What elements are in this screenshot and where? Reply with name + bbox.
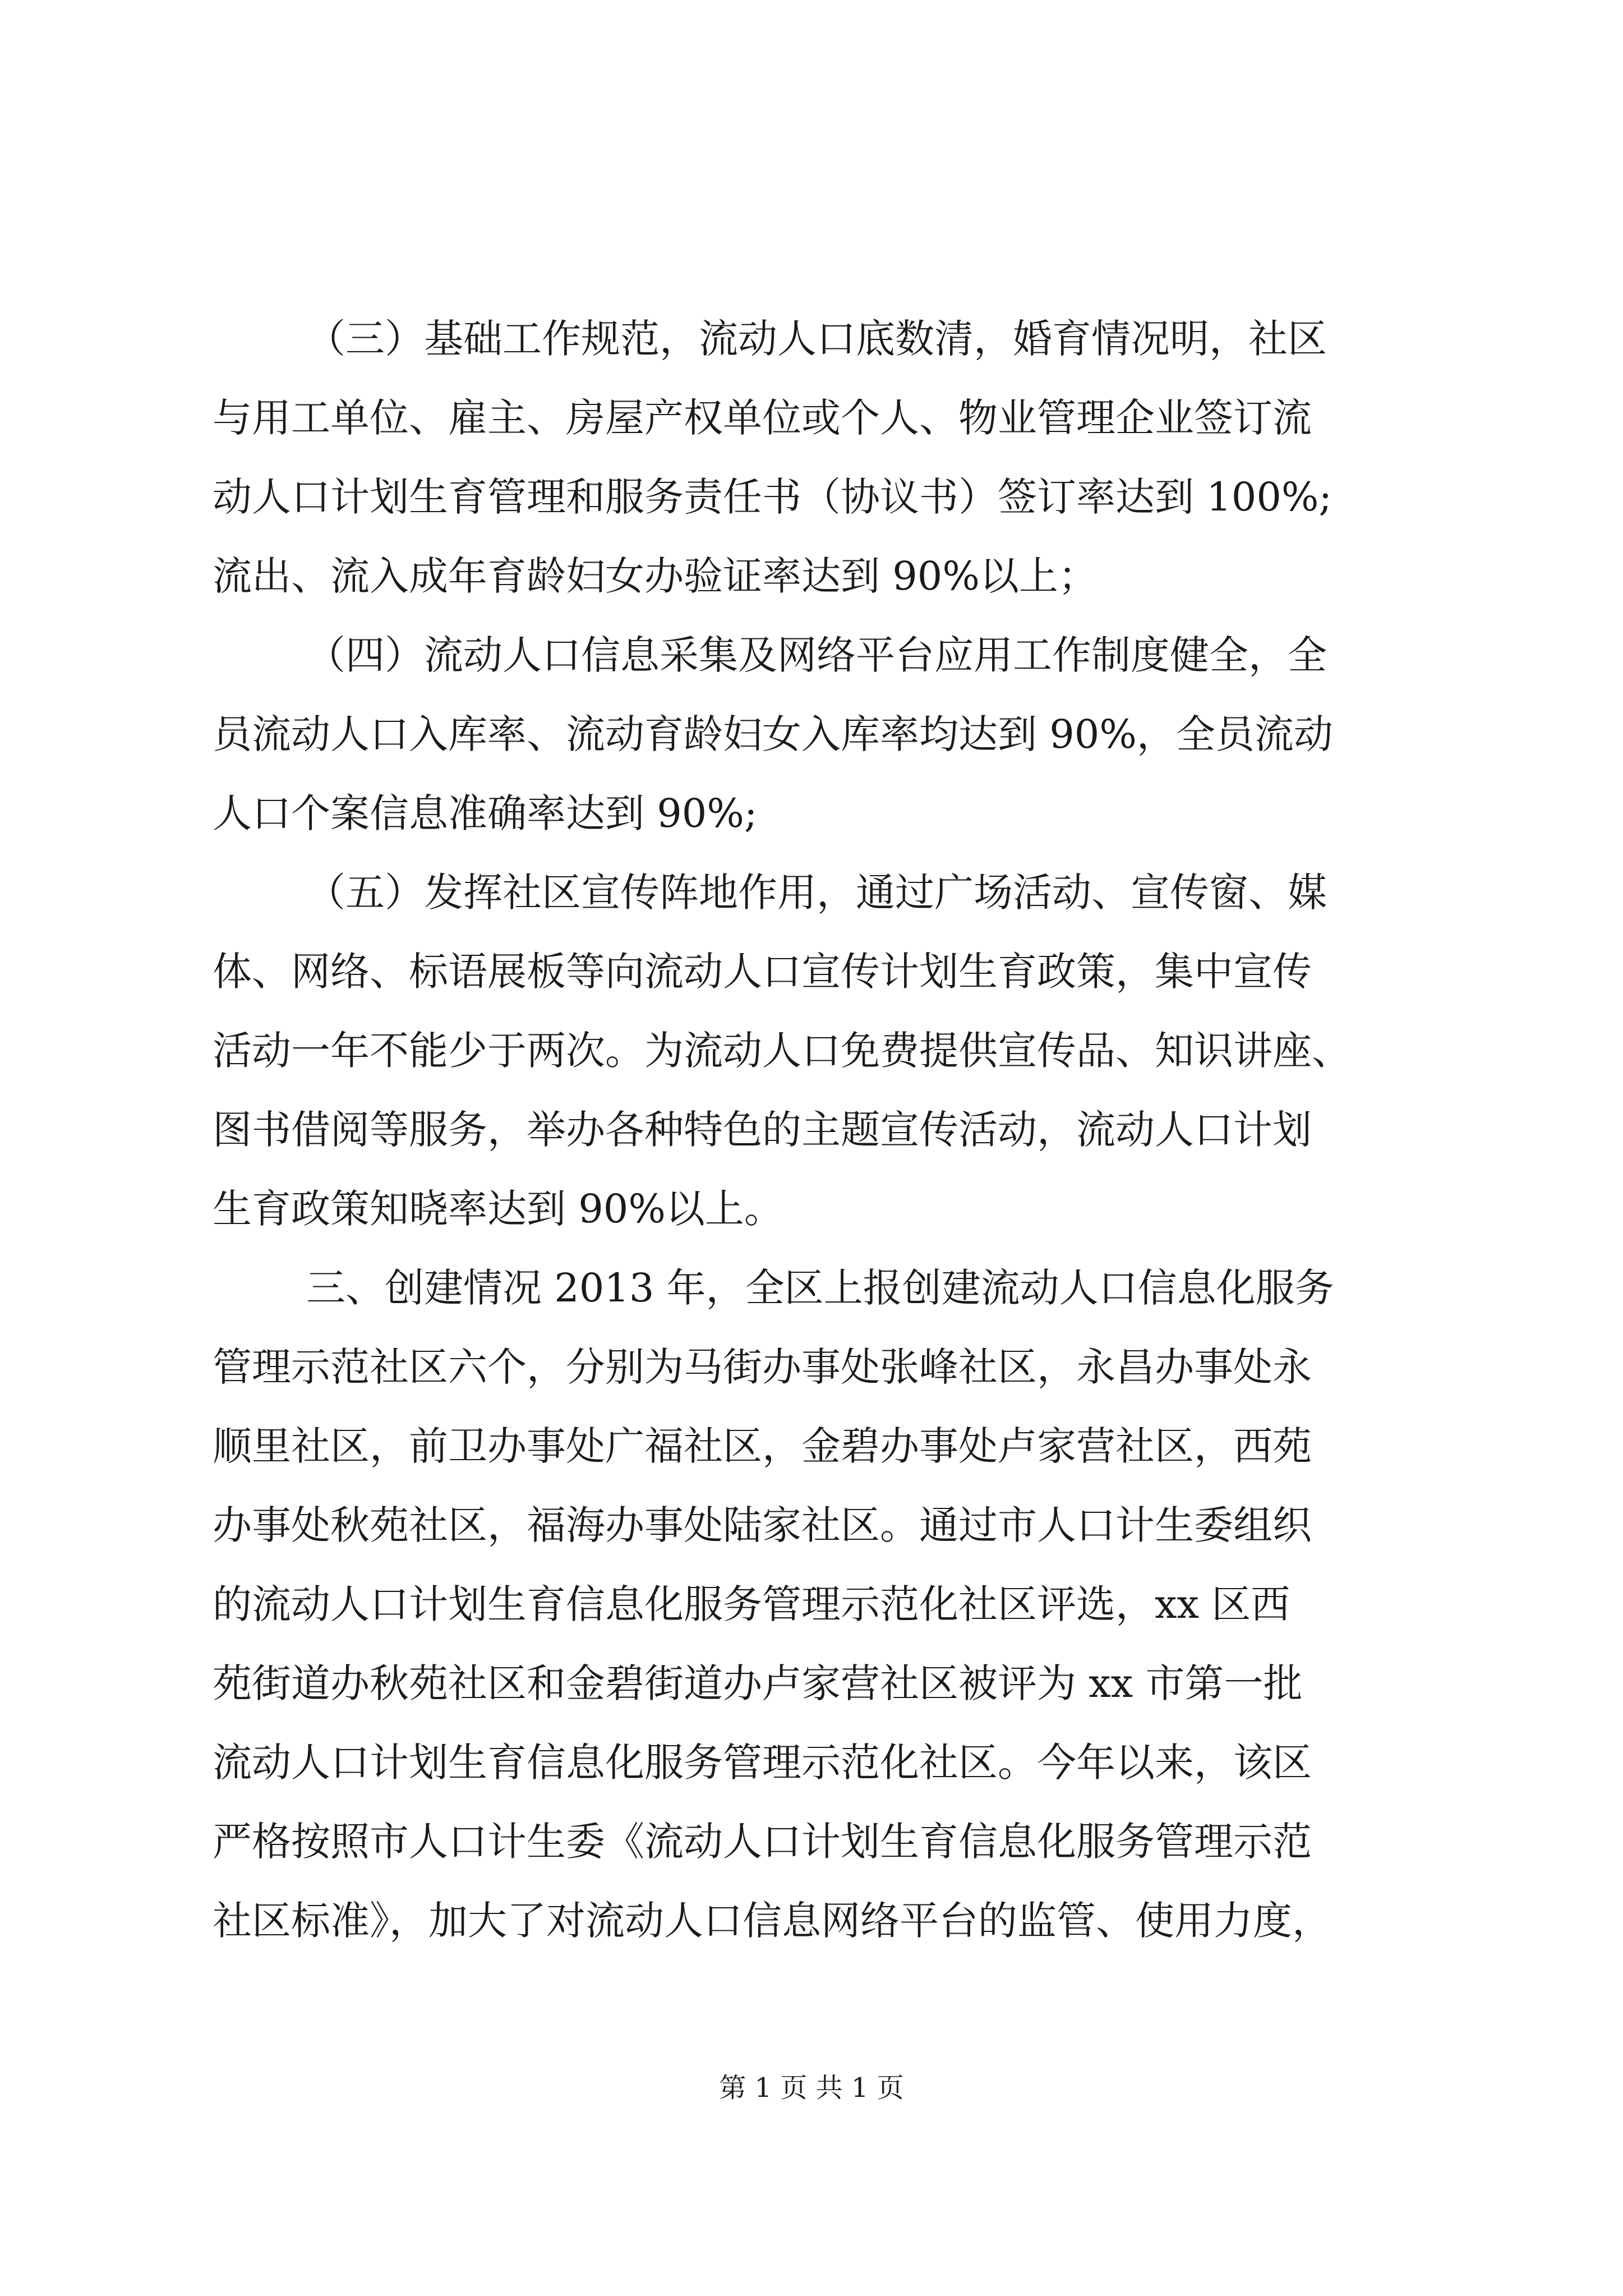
paragraph-5-line-2: 体、网络、标语展板等向流动人口宣传计划生育政策，集中宣传 <box>213 949 1312 995</box>
section-3-line-6: 苑街道办秋苑社区和金碧街道办卢家营社区被评为 xx 市第一批 <box>213 1660 1303 1706</box>
section-3-line-9: 社区标准》，加大了对流动人口信息网络平台的监管、使用力度， <box>213 1898 1331 1944</box>
paragraph-5-line-4: 图书借阅等服务，举办各种特色的主题宣传活动，流动人口计划 <box>213 1107 1312 1153</box>
paragraph-5-line-1: （五）发挥社区宣传阵地作用，通过广场活动、宣传窗、媒 <box>306 869 1327 915</box>
section-3-line-3: 顺里社区，前卫办事处广福社区，金碧办事处卢家营社区，西苑 <box>213 1423 1312 1469</box>
section-3-line-1: 三、创建情况 2013 年，全区上报创建流动人口信息化服务 <box>306 1265 1334 1311</box>
paragraph-5-line-5: 生育政策知晓率达到 90%以上。 <box>213 1186 783 1232</box>
paragraph-3-line-4: 流出、流入成年育龄妇女办验证率达到 90%以上； <box>213 553 1098 599</box>
paragraph-4-line-3: 人口个案信息准确率达到 90%; <box>213 790 758 836</box>
paragraph-3-line-3: 动人口计划生育管理和服务责任书（协议书）签订率达到 100%; <box>213 474 1332 520</box>
section-3-line-2: 管理示范社区六个，分别为马街办事处张峰社区，永昌办事处永 <box>213 1344 1312 1390</box>
section-3-line-4: 办事处秋苑社区，福海办事处陆家社区。通过市人口计生委组织 <box>213 1502 1312 1548</box>
paragraph-5-line-3: 活动一年不能少于两次。为流动人口免费提供宣传品、知识讲座、 <box>213 1028 1351 1074</box>
section-3-line-7: 流动人口计划生育信息化服务管理示范化社区。今年以来，该区 <box>213 1740 1312 1786</box>
paragraph-4-line-2: 员流动人口入库率、流动育龄妇女入库率均达到 90%，全员流动 <box>213 711 1333 757</box>
paragraph-3-line-2: 与用工单位、雇主、房屋产权单位或个人、物业管理企业签订流 <box>213 395 1312 441</box>
section-3-line-8: 严格按照市人口计生委《流动人口计划生育信息化服务管理示范 <box>213 1819 1312 1865</box>
paragraph-4-line-1: （四）流动人口信息采集及网络平台应用工作制度健全，全 <box>306 632 1327 678</box>
paragraph-3-line-1: （三）基础工作规范，流动人口底数清，婚育情况明，社区 <box>306 316 1327 362</box>
section-3-line-5: 的流动人口计划生育信息化服务管理示范化社区评选，xx 区西 <box>213 1581 1290 1627</box>
page-footer: 第 1 页 共 1 页 <box>719 2072 904 2104</box>
